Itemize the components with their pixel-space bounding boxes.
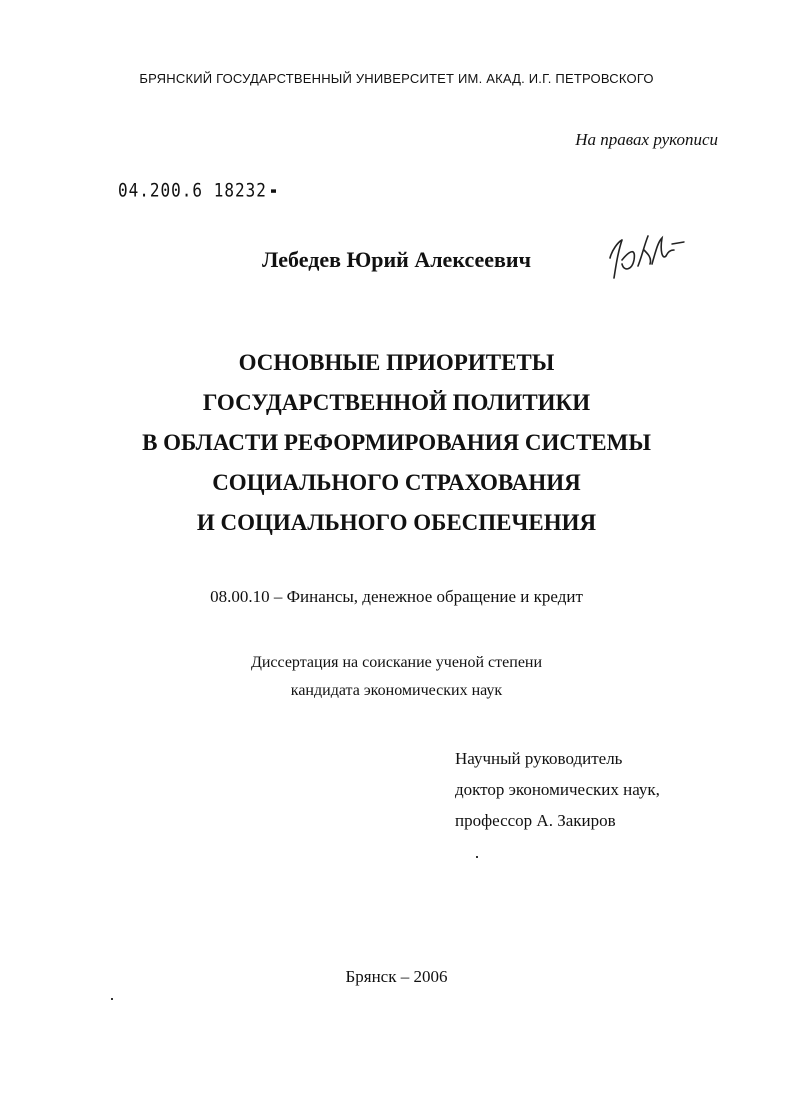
degree-line: Диссертация на соискание ученой степени <box>250 654 543 671</box>
scan-speck <box>476 856 478 858</box>
city-year: Брянск – 2006 <box>345 967 448 986</box>
university-name: БРЯНСКИЙ ГОСУДАРСТВЕННЫЙ УНИВЕРСИТЕТ ИМ. АКАД. И.Г. ПЕТРОВСКОГО <box>139 71 654 86</box>
catalog-mark <box>271 189 276 192</box>
supervisor-line: Научный руководитель <box>455 749 623 768</box>
supervisor-line: доктор экономических наук, <box>455 780 660 799</box>
manuscript-note: На правах рукописи <box>575 130 718 149</box>
title-line: В ОБЛАСТИ РЕФОРМИРОВАНИЯ СИСТЕМЫ <box>142 430 651 455</box>
author-name: Лебедев Юрий Алексеевич <box>262 247 531 272</box>
degree-line: кандидата экономических наук <box>290 682 503 699</box>
title-line: ОСНОВНЫЕ ПРИОРИТЕТЫ <box>238 350 555 375</box>
scientific-supervisor <box>455 743 660 836</box>
title-line: И СОЦИАЛЬНОГО ОБЕСПЕЧЕНИЯ <box>196 510 597 535</box>
title-line: ГОСУДАРСТВЕННОЙ ПОЛИТИКИ <box>202 390 591 415</box>
supervisor-line: профессор А. Закиров <box>455 811 616 830</box>
handwritten-signature <box>600 220 690 290</box>
scan-speck <box>111 998 113 1000</box>
dissertation-title <box>0 343 793 543</box>
title-line: СОЦИАЛЬНОГО СТРАХОВАНИЯ <box>212 470 581 495</box>
catalog-number: 04.200.6 18232 <box>118 179 267 201</box>
catalog-stamp <box>118 179 276 201</box>
specialty-code: 08.00.10 – Финансы, денежное обращение и кредит <box>210 587 583 606</box>
degree-statement <box>0 649 793 705</box>
